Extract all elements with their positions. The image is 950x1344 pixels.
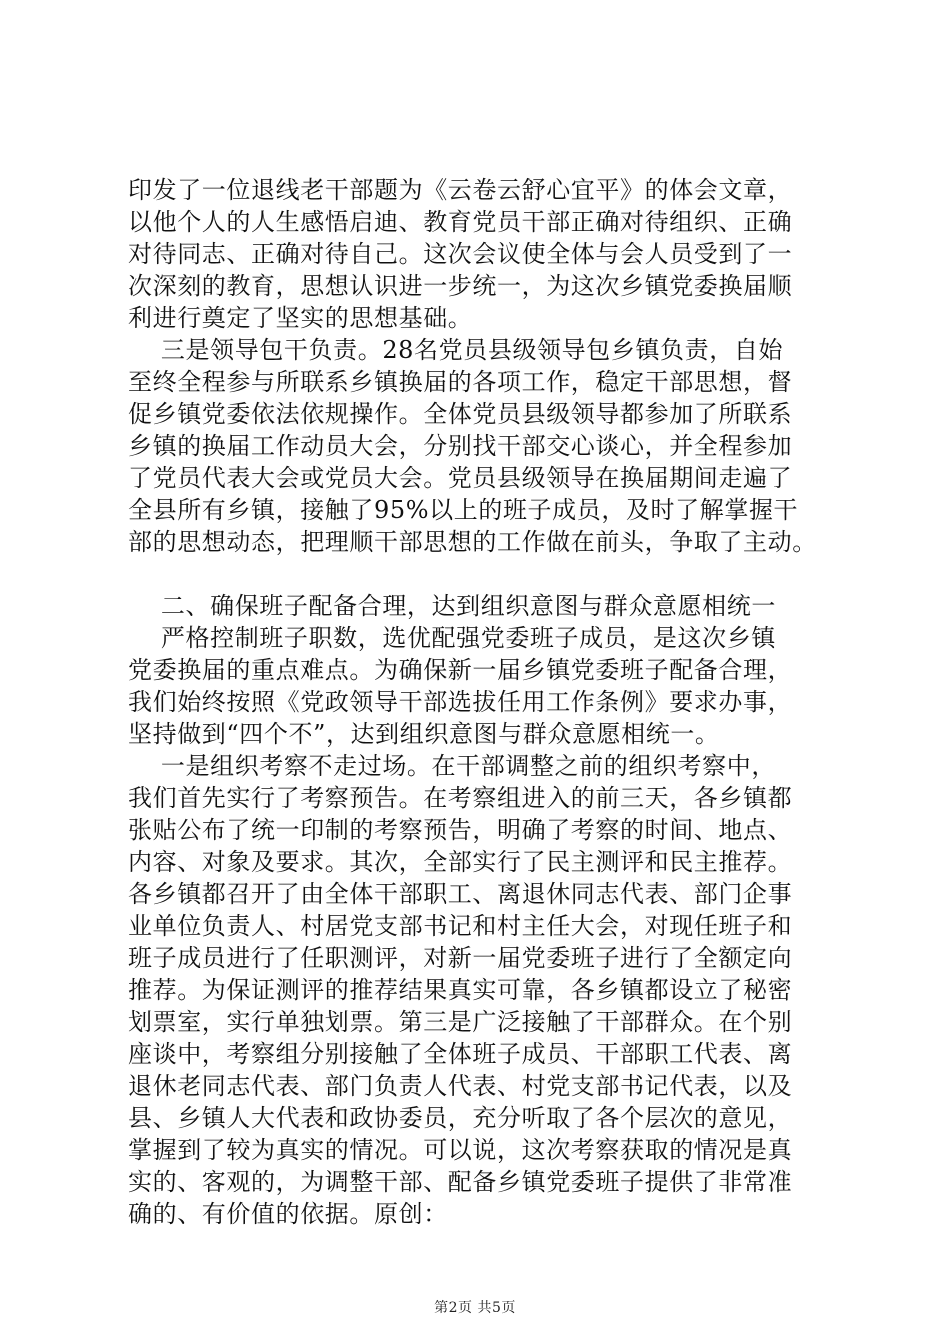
paragraph-leadership bbox=[128, 334, 868, 558]
text-line: 以他个人的人生感悟启迪、教育党员干部正确对待组织、正确 bbox=[128, 208, 793, 236]
text-line: 促乡镇党委依法依规操作。全体党员县级领导都参加了所联系 bbox=[128, 400, 793, 428]
text-line: 次深刻的教育，思想认识进一步统一，为这次乡镇党委换届顺 bbox=[128, 272, 793, 300]
text-line: 我们始终按照《党政领导干部选拔任用工作条例》要求办事， bbox=[128, 688, 793, 716]
text-line: 各乡镇都召开了由全体干部职工、离退休同志代表、部门企事 bbox=[128, 880, 793, 908]
text-line: 县、乡镇人大代表和政协委员，充分听取了各个层次的意见， bbox=[128, 1104, 793, 1132]
text-line: 利进行奠定了坚实的思想基础。 bbox=[128, 304, 473, 332]
paragraph-section-intro bbox=[128, 622, 868, 750]
paragraph-inspection bbox=[128, 750, 868, 1230]
text-line: 业单位负责人、村居党支部书记和村主任大会，对现任班子和 bbox=[128, 912, 793, 940]
text-line: 退休老同志代表、部门负责人代表、村党支部书记代表，以及 bbox=[128, 1072, 793, 1100]
text-line: 印发了一位退线老干部题为《云卷云舒心宜平》的体会文章， bbox=[128, 176, 793, 204]
text-line: 坚持做到“四个不”，达到组织意图与群众意愿相统一。 bbox=[128, 720, 720, 748]
text-line: 部的思想动态，把理顺干部思想的工作做在前头，争取了主动。 bbox=[128, 528, 817, 556]
text-line: 班子成员进行了任职测评，对新一届党委班子进行了全额定向 bbox=[128, 944, 793, 972]
text-line: 了党员代表大会或党员大会。党员县级领导在换届期间走遍了 bbox=[128, 464, 793, 492]
page-number-footer: 第2页 共5页 bbox=[434, 1300, 516, 1316]
text-line: 严格控制班子职数，选优配强党委班子成员，是这次乡镇 bbox=[128, 624, 776, 652]
text-line: 对待同志、正确对待自己。这次会议使全体与会人员受到了一 bbox=[128, 240, 793, 268]
text-line: 乡镇的换届工作动员大会，分别找干部交心谈心，并全程参加 bbox=[128, 432, 793, 460]
paragraph-spacer bbox=[128, 558, 868, 590]
section-heading: 二、确保班子配备合理，达到组织意图与群众意愿相统一 bbox=[128, 592, 776, 620]
text-line: 至终全程参与所联系乡镇换届的各项工作，稳定干部思想，督 bbox=[128, 368, 793, 396]
text-line: 我们首先实行了考察预告。在考察组进入的前三天，各乡镇都 bbox=[128, 784, 793, 812]
text-line: 推荐。为保证测评的推荐结果真实可靠，各乡镇都设立了秘密 bbox=[128, 976, 793, 1004]
text-line: 党委换届的重点难点。为确保新一届乡镇党委班子配备合理， bbox=[128, 656, 793, 684]
text-line: 掌握到了较为真实的情况。可以说，这次考察获取的情况是真 bbox=[128, 1136, 793, 1164]
paragraph-continuation bbox=[128, 174, 868, 334]
text-line: 划票室，实行单独划票。第三是广泛接触了干部群众。在个别 bbox=[128, 1008, 793, 1036]
text-line: 内容、对象及要求。其次，全部实行了民主测评和民主推荐。 bbox=[128, 848, 793, 876]
text-line: 全县所有乡镇，接触了95%以上的班子成员，及时了解掌握干 bbox=[128, 496, 799, 524]
text-line: 确的、有价值的依据。原创： bbox=[128, 1200, 448, 1228]
text-line: 实的、客观的，为调整干部、配备乡镇党委班子提供了非常准 bbox=[128, 1168, 793, 1196]
document-body bbox=[128, 174, 868, 1230]
text-line: 一是组织考察不走过场。在干部调整之前的组织考察中， bbox=[128, 752, 776, 780]
text-line: 三是领导包干负责。28名党员县级领导包乡镇负责，自始 bbox=[128, 336, 784, 364]
text-line: 座谈中，考察组分别接触了全体班子成员、干部职工代表、离 bbox=[128, 1040, 793, 1068]
text-line: 张贴公布了统一印制的考察预告，明确了考察的时间、地点、 bbox=[128, 816, 793, 844]
